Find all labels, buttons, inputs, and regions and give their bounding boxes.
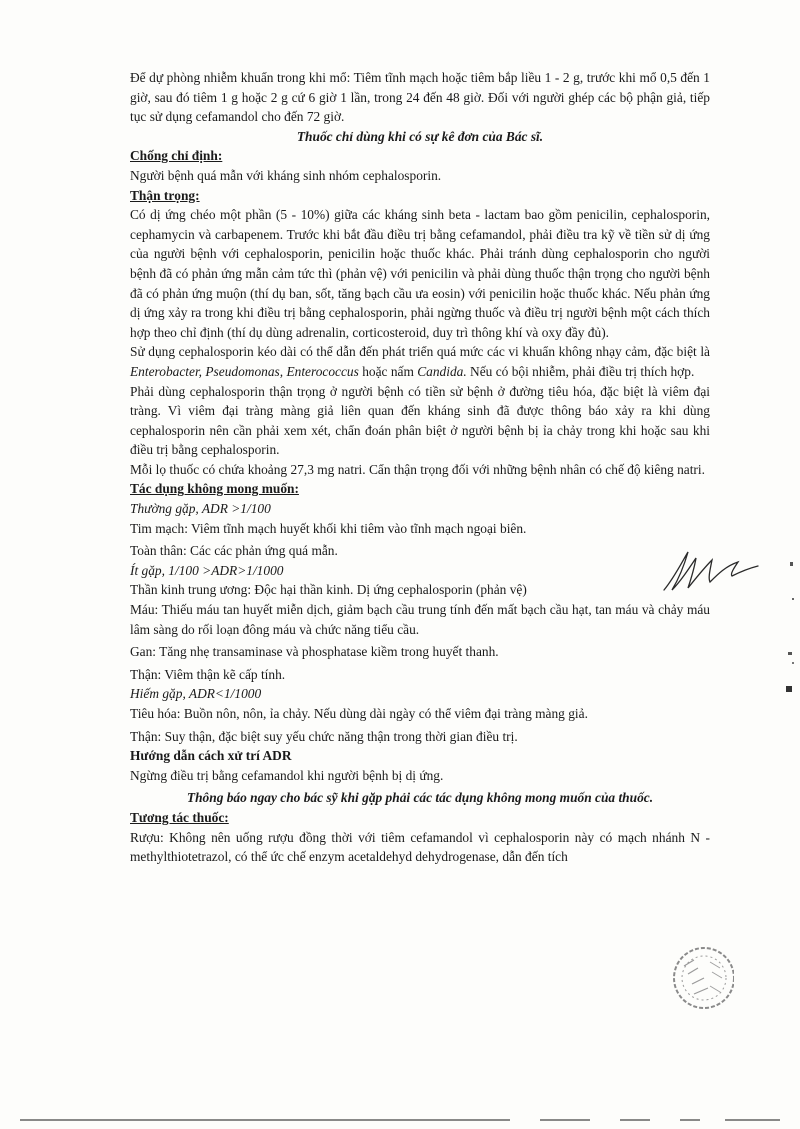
adverse-uncommon-item-1: Thần kinh trung ương: Độc hại thần kinh. Dị ứng cephalosporin (phản vệ) bbox=[130, 582, 527, 598]
precautions-p2-candida: Candida. bbox=[417, 363, 467, 379]
precautions-paragraph-3: Phải dùng cephalosporin thận trọng ở người bệnh có tiền sử bệnh ở đường tiêu hóa, đặc biệt là viêm đại tràng. Vì viêm đại tràng màng giả liên quan đến kháng sinh đã được thông báo xảy ra khi dùng cephalosporin nên cần phải xem xét, chẩn đoán phân biệt ở người bệnh bị ỉa chảy trong khi hoặc sau khi điều trị bằng cephalosporin. bbox=[130, 383, 710, 458]
official-stamp bbox=[664, 938, 734, 1018]
prescription-only-notice: Thuốc chỉ dùng khi có sự kê đơn của Bác sĩ. bbox=[296, 128, 544, 144]
adverse-rare-item-2: Thận: Suy thận, đặc biệt suy yếu chức năng thận trong thời gian điều trị. bbox=[130, 728, 518, 744]
precautions-heading: Thận trọng: bbox=[130, 187, 200, 203]
handwritten-signature bbox=[660, 548, 760, 594]
adverse-common-item-1: Tim mạch: Viêm tĩnh mạch huyết khối khi tiêm vào tĩnh mạch ngoại biên. bbox=[130, 520, 527, 536]
interactions-heading: Tương tác thuốc: bbox=[130, 809, 229, 825]
precautions-p2-text-b: hoặc nấm bbox=[358, 363, 418, 379]
bottom-rule bbox=[0, 1114, 800, 1126]
precautions-p2-text-a: Sử dụng cephalosporin kéo dài có thể dẫn đến phát triển quá mức các vi khuẩn không nhạy cảm, đặc biệt là bbox=[130, 344, 710, 360]
margin-specks bbox=[780, 540, 798, 700]
precautions-paragraph-4: Mỗi lọ thuốc có chứa khoảng 27,3 mg natri. Cẩn thận trọng đối với những bệnh nhân có chế độ kiêng natri. bbox=[130, 461, 705, 477]
prophylaxis-paragraph: Để dự phòng nhiễm khuẩn trong khi mổ: Tiêm tĩnh mạch hoặc tiêm bắp liều 1 - 2 g, trước khi mổ 0,5 đến 1 giờ, sau đó tiêm 1 g hoặc 2 g cứ 6 giờ 1 lần, trong 24 đến 48 giờ. Đối với người ghép các bộ phận giả, tiếp tục sử dụng cefamandol cho đến 72 giờ. bbox=[130, 70, 710, 125]
document-body bbox=[130, 68, 710, 867]
interactions-text: Rượu: Không nên uống rượu đồng thời với tiêm cefamandol vì cephalosporin này có mạch nhánh N - methylthiotetrazol, có thể ức chế enzym acetaldehyd dehydrogenase, dẫn đến tích bbox=[130, 829, 710, 865]
adverse-effects-heading: Tác dụng không mong muốn: bbox=[130, 481, 299, 497]
adr-management-heading: Hướng dẫn cách xử trí ADR bbox=[130, 748, 292, 764]
adr-notify-notice: Thông báo ngay cho bác sỹ khi gặp phải các tác dụng không mong muốn của thuốc. bbox=[186, 790, 654, 806]
precautions-paragraph-1: Có dị ứng chéo một phần (5 - 10%) giữa các kháng sinh beta - lactam bao gồm penicilin, cephalosporin, cephamycin và carbapenem. Trước khi bắt đầu điều trị bằng cefamandol, phải điều tra kỹ về tiền sử dị ứng của người bệnh với cephalosporin, penicilin hoặc thuốc khác. Phải tránh dùng cephalosporin cho người bệnh đã có phản ứng mẫn cảm tức thì (phản vệ) với penicilin và phải dùng thuốc thận trọng cho người bệnh đã có phản ứng muộn (thí dụ ban, sốt, tăng bạch cầu ưa eosin) với penicilin hoặc thuốc khác. Nếu phản ứng dị ứng xảy ra trong khi điều trị bằng cephalosporin, phải ngừng thuốc và điều trị người bệnh một cách thích hợp theo chỉ định (thí dụ dùng adrenalin, corticosteroid, duy trì thông khí và oxy đầy đủ). bbox=[130, 207, 710, 340]
precautions-p2-organisms: Enterobacter, Pseudomonas, Enterococcus bbox=[130, 363, 359, 379]
contraindications-text: Người bệnh quá mẫn với kháng sinh nhóm cephalosporin. bbox=[130, 167, 442, 183]
adverse-uncommon-label: Ít gặp, 1/100 >ADR>1/1000 bbox=[130, 562, 284, 578]
contraindications-heading: Chống chỉ định: bbox=[130, 148, 223, 164]
adverse-common-item-2: Toàn thân: Các các phản ứng quá mẫn. bbox=[130, 543, 338, 559]
adverse-rare-item-1: Tiêu hóa: Buồn nôn, nôn, ỉa chảy. Nếu dùng dài ngày có thể viêm đại tràng màng giả. bbox=[130, 706, 588, 721]
adverse-uncommon-item-2: Máu: Thiếu máu tan huyết miễn dịch, giảm bạch cầu trung tính đến mất bạch cầu hạt, tan máu và chảy máu lâm sàng do rối loạn đông máu và chức năng tiểu cầu. bbox=[130, 602, 710, 637]
adverse-uncommon-item-3: Gan: Tăng nhẹ transaminase và phosphatase kiềm trong huyết thanh. bbox=[130, 644, 499, 660]
adverse-rare-label: Hiếm gặp, ADR<1/1000 bbox=[130, 686, 262, 702]
precautions-paragraph-2 bbox=[130, 342, 710, 381]
adverse-uncommon-item-4: Thận: Viêm thận kẽ cấp tính. bbox=[130, 666, 286, 682]
adr-management-text: Ngừng điều trị bằng cefamandol khi người bệnh bị dị ứng. bbox=[130, 767, 444, 783]
precautions-p2-text-c: Nếu có bội nhiễm, phải điều trị thích hợp. bbox=[466, 363, 695, 379]
adverse-common-label: Thường gặp, ADR >1/100 bbox=[130, 501, 271, 517]
